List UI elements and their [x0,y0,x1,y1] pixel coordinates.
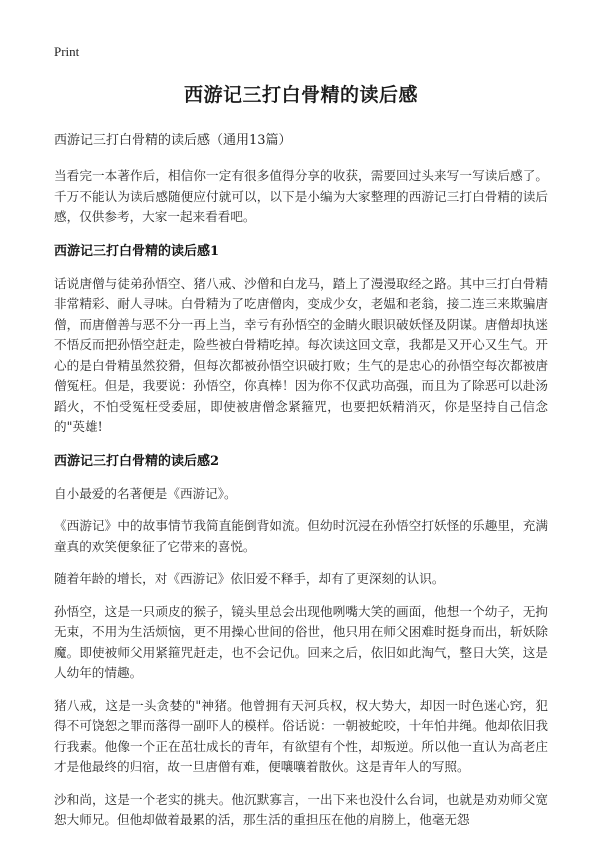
section-1-paragraph-1: 话说唐僧与徒弟孙悟空、猪八戒、沙僧和白龙马，踏上了漫漫取经之路。其中三打白骨精非常精彩、耐人寻味。白骨精为了吃唐僧肉，变成少女，老媪和老翁，接二连三来欺骗唐僧，而唐僧善与恶不分一再上当，幸亏有孙悟空的金睛火眼识破妖怪及阴谋。唐僧却执迷不悟反而把孙悟空赶走，险些被白骨精吃掉。每次读这回文章，我都是又开心又生气。开心的是白骨精虽然狡猾，但每次都被孙悟空识破打败；生气的是忠心的孙悟空每次都被唐僧冤枉。但是，我要说：孙悟空，你真棒！因为你不仅武功高强，而且为了除恶可以赴汤蹈火，不怕受冤枉受委屈，即使被唐僧念紧箍咒，也要把妖精消灭，你是坚持自己信念的"英雄! [54,275,548,434]
article-subtitle: 西游记三打白骨精的读后感（通用13篇） [54,133,292,148]
intro-paragraph: 当看完一本著作后，相信你一定有很多值得分享的收获，需要回过头来写一写读后感了。千万不能认为读后感随便应付就可以，以下是小编为大家整理的西游记三打白骨精的读后感，仅供参考，大家一起来看看吧。 [54,168,548,224]
section-2-paragraph-2: 《西游记》中的故事情节我简直能倒背如流。但幼时沉浸在孙悟空打妖怪的乐趣里，充满童真的欢笑便象征了它带来的喜悦。 [54,518,548,554]
section-2-paragraph-6: 沙和尚，这是一个老实的挑夫。他沉默寡言，一出下来也没什么台词，也就是劝劝师父宽恕大师兄。但他却做着最累的活，那生活的重担压在他的肩膀上，他毫无怨 [54,791,548,827]
section-2-paragraph-3: 随着年龄的增长，对《西游记》依旧爱不释手，却有了更深刻的认识。 [54,571,445,586]
section-2-paragraph-5: 猪八戒，这是一头贪婪的"神猪。他曾拥有天河兵权，权大势大，却因一时色迷心窍，犯得不可饶恕之罪而落得一副吓人的模样。俗话说：一朝被蛇咬，十年怕井绳。他却依旧我行我素。他像一个正在茁壮成长的青年，有欲望有个性，却叛逆。所以他一直认为高老庄才是他最终的归宿，故一旦唐僧有难，便嚷嚷着散伙。这是青年人的写照。 [54,697,548,774]
section-2-paragraph-1: 自小最爱的名著便是《西游记》。 [54,485,237,501]
page-title: 西游记三打白骨精的读后感 [183,84,418,106]
section-2-paragraph-4: 孙悟空，这是一只顽皮的猴子，镜头里总会出现他咧嘴大笑的画面，他想一个幼子，无拘无束，不用为生活烦恼，更不用操心世间的俗世，他只用在师父困难时挺身而出，斩妖除魔。即使被师父用紧箍咒赶走，也不会记仇。回来之后，依旧如此淘气，整日大笑，这是人幼年的情趣。 [54,603,548,680]
print-link[interactable]: Print [54,44,80,59]
section-heading-1: 西游记三打白骨精的读后感1 [54,243,220,259]
article [54,80,548,843]
section-heading-2: 西游记三打白骨精的读后感2 [54,453,220,469]
